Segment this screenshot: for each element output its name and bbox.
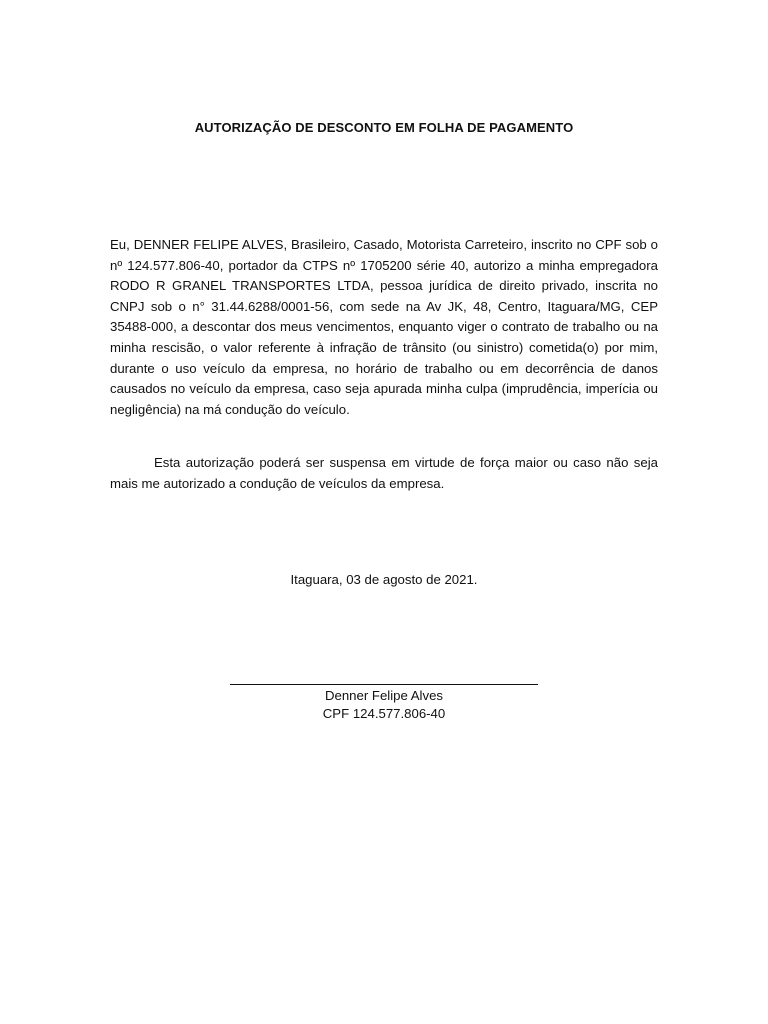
document-title: AUTORIZAÇÃO DE DESCONTO EM FOLHA DE PAGAMENTO — [194, 120, 574, 135]
place-date-line: Itaguara, 03 de agosto de 2021. — [290, 572, 478, 587]
signature-line — [230, 684, 538, 685]
authorization-paragraph: Eu, DENNER FELIPE ALVES, Brasileiro, Casado, Motorista Carreteiro, inscrito no CPF sob o nº 124.577.806-40, portador da CTPS nº 1705200 série 40, autorizo a minha empregadora RODO R GRANEL TRANSPORTES LTDA, pessoa jurídica de direito privado, inscrita no CNPJ sob o n° 31.44.6288/0001-56, com sede na Av JK, 48, Centro, Itaguara/MG, CEP 35488-000, a descontar dos meus vencimentos, enquanto viger o contrato de trabalho ou na minha rescisão, o valor referente à infração de trânsito (ou sinistro) cometida(o) por mim, durante o uso veículo da empresa, no horário de trabalho ou em decorrência de danos causados no veículo da empresa, caso seja apurada minha culpa (imprudência, imperícia ou negligência) na má condução do veículo. — [110, 237, 658, 417]
signatory-name: Denner Felipe Alves — [324, 688, 444, 703]
signatory-cpf: CPF 124.577.806-40 — [322, 706, 446, 721]
suspension-paragraph: Esta autorização poderá ser suspensa em virtude de força maior ou caso não seja mais me autorizado a condução de veículos da empresa. — [110, 455, 658, 491]
